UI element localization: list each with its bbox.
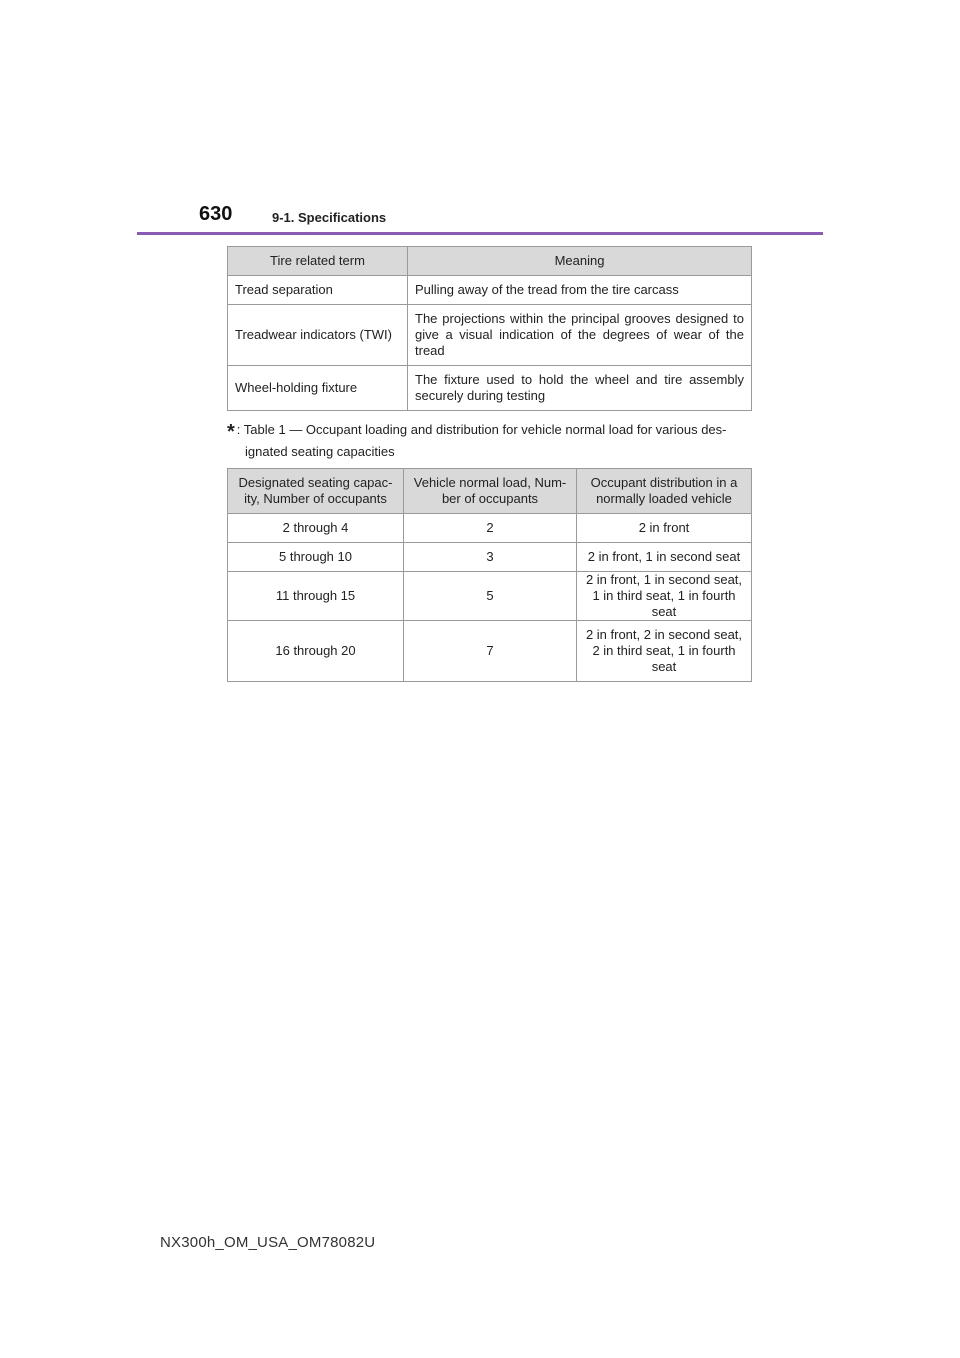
table-row (228, 572, 752, 621)
table-row (228, 276, 752, 305)
column-header-seating-capacity: Designated seating capac-ity, Number of occupants (228, 469, 404, 514)
column-header-term: Tire related term (228, 247, 408, 276)
page-header (199, 200, 823, 234)
meaning-cell: The fixture used to hold the wheel and tire assembly securely during testing (408, 366, 752, 411)
table-header-row (228, 469, 752, 514)
term-cell: Tread separation (228, 276, 408, 305)
page-number: 630 (199, 203, 233, 225)
distribution-cell: 2 in front (577, 514, 752, 543)
load-cell: 3 (404, 543, 577, 572)
meaning-cell: The projections within the principal grooves designed to give a visual indication of the degrees of wear of the tread (408, 305, 752, 366)
header-divider (137, 232, 823, 235)
term-cell: Treadwear indicators (TWI) (228, 305, 408, 366)
distribution-cell: 2 in front, 1 in second seat, 1 in third seat, 1 in fourth seat (577, 572, 752, 621)
footnote-text-line1: : Table 1 — Occupant loading and distribution for vehicle normal load for various des- (236, 422, 727, 437)
section-title: 9-1. Specifications (272, 210, 387, 225)
occupant-loading-table (227, 468, 752, 682)
capacity-cell: 5 through 10 (228, 543, 404, 572)
column-header-normal-load: Vehicle normal load, Num-ber of occupants (404, 469, 577, 514)
capacity-cell: 2 through 4 (228, 514, 404, 543)
table-row (228, 514, 752, 543)
column-header-distribution: Occupant distribution in a normally loaded vehicle (577, 469, 752, 514)
table-row (228, 366, 752, 411)
capacity-cell: 16 through 20 (228, 621, 404, 682)
footnote-text-line2: ignated seating capacities (245, 444, 395, 459)
distribution-cell: 2 in front, 1 in second seat (577, 543, 752, 572)
load-cell: 5 (404, 572, 577, 621)
distribution-cell: 2 in front, 2 in second seat, 2 in third seat, 1 in fourth seat (577, 621, 752, 682)
table-header-row (228, 247, 752, 276)
term-cell: Wheel-holding fixture (228, 366, 408, 411)
table-row (228, 305, 752, 366)
table-row (228, 621, 752, 682)
tire-terms-table (227, 246, 752, 411)
column-header-meaning: Meaning (408, 247, 752, 276)
footnote-mark: * (227, 421, 235, 443)
load-cell: 2 (404, 514, 577, 543)
table-row (228, 543, 752, 572)
document-footer: NX300h_OM_USA_OM78082U (160, 1234, 376, 1251)
meaning-cell: Pulling away of the tread from the tire carcass (408, 276, 752, 305)
table-footnote (227, 420, 757, 462)
capacity-cell: 11 through 15 (228, 572, 404, 621)
load-cell: 7 (404, 621, 577, 682)
